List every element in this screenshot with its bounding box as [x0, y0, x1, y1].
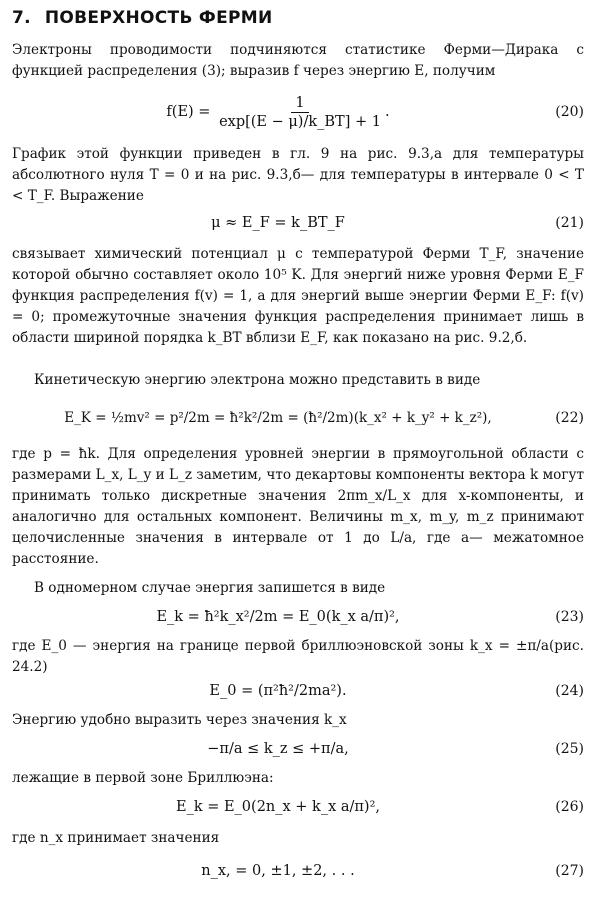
paragraph-one-dimension: В одномерном случае энергия запишется в виде — [34, 580, 386, 596]
equation-20-numerator: 1 — [291, 94, 308, 113]
equation-21-label: (21) — [555, 215, 584, 231]
equation-21 — [12, 208, 584, 238]
equation-20-tail: . — [384, 104, 390, 120]
equation-24 — [12, 676, 584, 706]
equation-20-label: (20) — [555, 104, 584, 120]
equation-20-lhs: f(E) = — [166, 104, 211, 120]
equation-23-formula: E_k = ħ²k_x²/2m = E_0(k_x a/π)², — [156, 609, 400, 625]
equation-21-formula: μ ≈ E_F = k_BT_F — [211, 215, 345, 231]
paragraph-graph: График этой функции приведен в гл. 9 на рис. 9.3,a для температуры абсолютного нуля T = 0 и на рис. 9.3,б— для температуры в интервале 0 < T < T_F. Выражение — [12, 146, 584, 204]
paragraph-express-energy: Энергию удобно выразить через значения k_x — [12, 712, 347, 728]
paragraph-wavevector: где p = ħk. Для определения уровней энергии в прямоугольной области с размерами L_x, L_y и L_z заметим, что декартовы компоненты вектора k могут принимать только дискретные значения 2πm_x/L_x для x-компоненты, и аналогично для остальных компонент. Величины m_x, m_y, m_z принимают целочисленные значения в интервале от 1 до L/a, где a— межатомное расстояние. — [12, 446, 584, 567]
section-title: ПОВЕРХНОСТЬ ФЕРМИ — [44, 8, 273, 28]
section-number: 7. — [12, 8, 31, 28]
equation-24-formula: E_0 = (π²ħ²/2ma²). — [209, 683, 347, 699]
equation-26-formula: E_k = E_0(2n_x + k_x a/π)², — [175, 799, 381, 815]
paragraph-first-zone: лежащие в первой зоне Бриллюэна: — [12, 770, 274, 786]
equation-20-fraction — [215, 94, 385, 131]
equation-27-formula: n_x, = 0, ±1, ±2, . . . — [201, 863, 355, 879]
paragraph-nx-values: где n_x принимает значения — [12, 830, 220, 846]
equation-27 — [12, 856, 584, 886]
paragraph-intro: Электроны проводимости подчиняются статистике Ферми—Дирака с функцией распределения (3); выразив f через энергию E, получим — [12, 42, 584, 79]
equation-20 — [12, 92, 584, 132]
equation-26-label: (26) — [555, 799, 584, 815]
equation-27-label: (27) — [555, 863, 584, 879]
equation-24-label: (24) — [555, 683, 584, 699]
equation-25-formula: −π/a ≤ k_z ≤ +π/a, — [207, 741, 349, 757]
paragraph-chemical-potential: связывает химический потенциал μ с температурой Ферми T_F, значение которой обычно составляет около 10⁵ K. Для энергий ниже уровня Ферми E_F функция распределения f(v) = 1, а для энергий выше энергии Ферми E_F: f(v) = 0; промежуточные значения функция распределения принимает лишь в области шириной порядка k_BT вблизи E_F, как показано на рис. 9.2,б. — [12, 246, 584, 346]
equation-23 — [12, 602, 584, 632]
section-heading — [12, 8, 273, 28]
equation-22-label: (22) — [555, 410, 584, 426]
paragraph-zone-boundary: где E_0 — энергия на границе первой бриллюэновской зоны k_x = ±π/a(рис. 24.2) — [12, 638, 584, 675]
equation-26 — [12, 792, 584, 822]
equation-22 — [12, 398, 584, 438]
equation-25 — [12, 734, 584, 764]
paragraph-kinetic-intro: Кинетическую энергию электрона можно представить в виде — [34, 372, 481, 388]
equation-22-formula: E_K = ½mv² = p²/2m = ħ²k²/2m = (ħ²/2m)(k_x² + k_y² + k_z²), — [64, 410, 492, 426]
equation-20-denominator: exp[(E − μ)/k_BT] + 1 — [219, 113, 381, 130]
equation-25-label: (25) — [555, 741, 584, 757]
equation-23-label: (23) — [555, 609, 584, 625]
